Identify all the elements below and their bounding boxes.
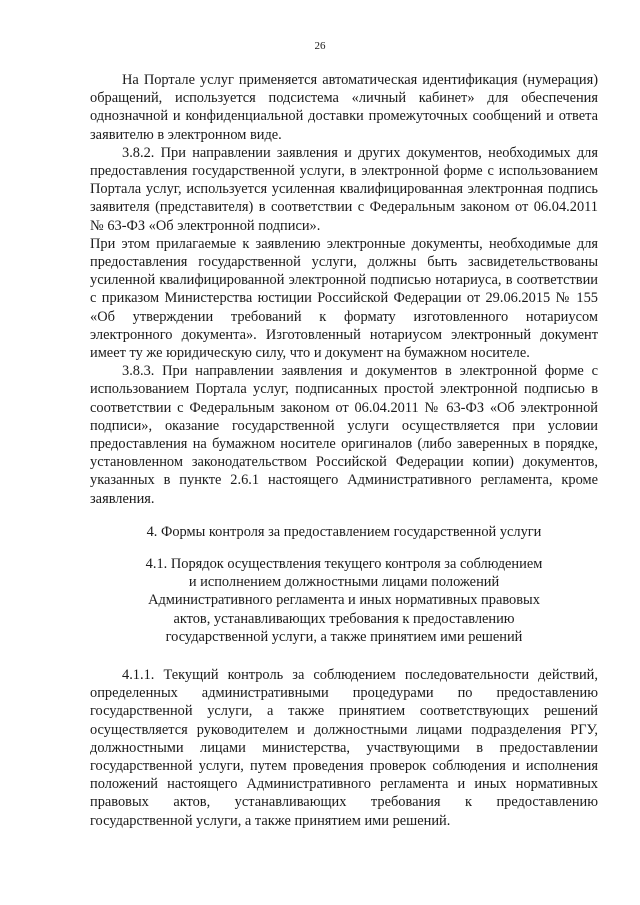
section-heading-4: 4. Формы контроля за предоставлением государственной услуги	[146, 524, 542, 540]
paragraph-4-1-1: 4.1.1. Текущий контроль за соблюдением последовательности действий, определенных административными процедурами по предоставлению государственной услуги, а также принятием соответствующих решений осуществляется руководителем и должностными лицами подразделения РГУ, должностными лицами министерства, участвующими в предоставлении государственной услуги, путем проведения проверок соблюдения и исполнения положений настоящего Административного регламента и иных нормативных правовых актов, устанавливающих требования к предоставлению государственной услуги, а также принятием ими решений.	[90, 667, 598, 829]
paragraph-3-8-3: 3.8.3. При направлении заявления и документов в электронной форме с использованием Портала услуг, подписанных простой электронной подписью в соответствии с Федеральным законом от 06.04.2011 № 63-ФЗ «Об электронной подписи», оказание государственной услуги осуществляется при условии предоставления на бумажном носителе оригиналов (либо заверенных в порядке, установленном законодательством Российской Федерации копии) документов, указанных в пункте 2.6.1 настоящего Административного регламента, кроме заявления.	[90, 363, 598, 507]
subsection-heading-4-1	[90, 555, 598, 646]
paragraph-3-8-2: 3.8.2. При направлении заявления и других документов, необходимых для предоставления государственной услуги, в электронной форме с использованием Портала услуг, используется усиленная квалифицированная электронная подпись заявителя (представителя) в соответствии с Федеральным законом от 06.04.2011 № 63-ФЗ «Об электронной подписи».	[90, 144, 598, 234]
subsection-heading-line: и исполнением должностными лицами положений	[188, 574, 500, 591]
subsection-heading-line: актов, устанавливающих требования к предоставлению	[173, 610, 515, 627]
subsection-heading-line: Административного регламента и иных нормативных правовых	[148, 592, 540, 609]
paragraph-portal-identification: На Портале услуг применяется автоматическая идентификация (нумерация) обращений, используется подсистема «личный кабинет» для обеспечения однозначной и конфиденциальной доставки промежуточных сообщений и ответа заявителю в электронном виде.	[90, 72, 598, 143]
subsection-heading-line: 4.1. Порядок осуществления текущего контроля за соблюдением	[145, 556, 543, 572]
subsection-heading-line: государственной услуги, а также принятием ими решений	[165, 628, 523, 645]
paragraph-group-bottom	[90, 666, 598, 830]
paragraph-group-top	[90, 71, 598, 508]
page-number: 26	[314, 40, 326, 52]
paragraph-notary-signature: При этом прилагаемые к заявлению электронные документы, необходимые для предоставления государственной услуги, должны быть засвидетельствованы усиленной квалифицированной электронной подписью нотариуса, в соответствии с приказом Министерства юстиции Российской Федерации от 29.06.2015 № 155 «Об утверждении требований к формату изготовленного нотариусом электронного документа». Изготовленный нотариусом электронный документ имеет ту же юридическую силу, что и документ на бумажном носителе.	[90, 235, 598, 362]
